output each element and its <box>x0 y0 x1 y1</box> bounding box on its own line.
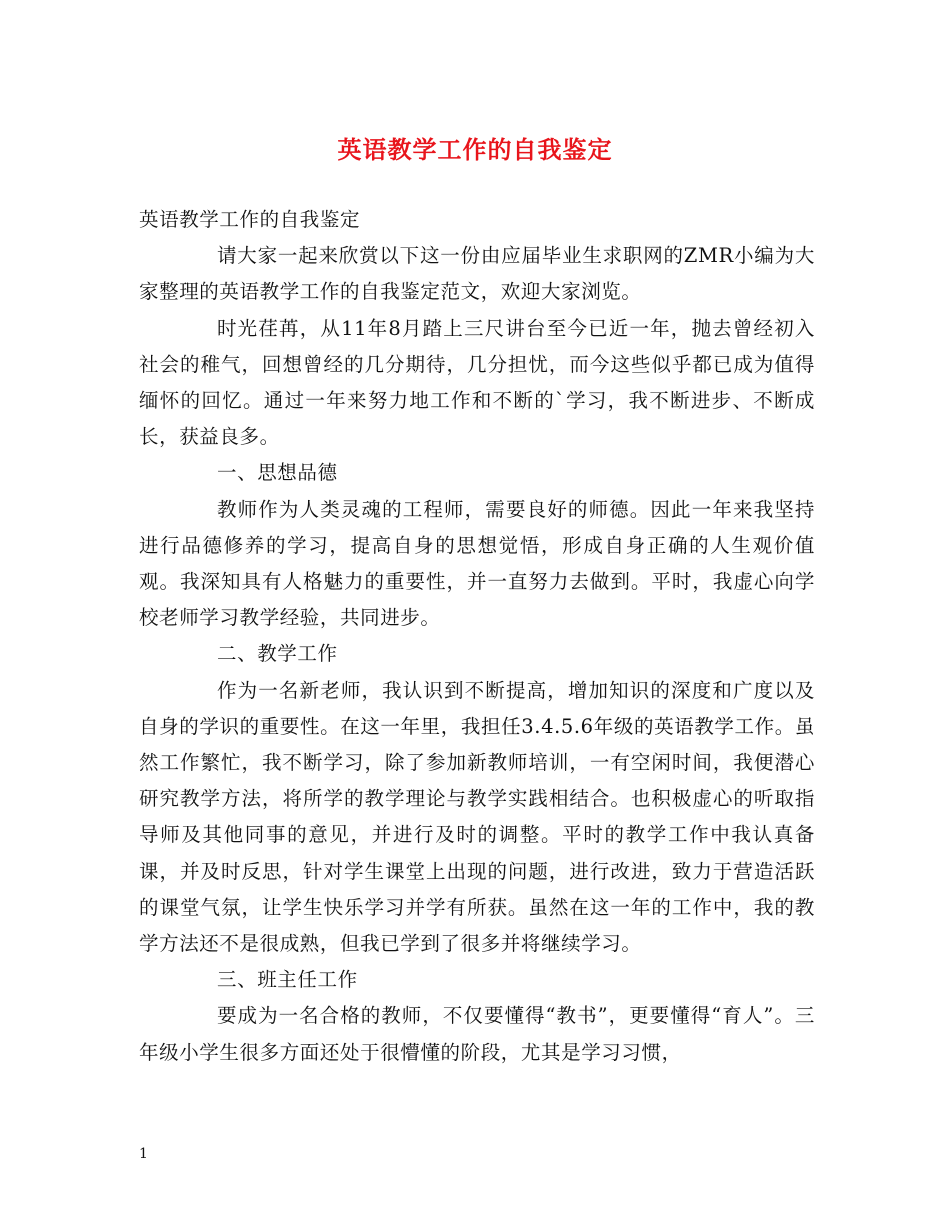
document-title: 英语教学工作的自我鉴定 <box>337 135 613 164</box>
paragraph: 请大家一起来欣赏以下这一份由应届毕业生求职网的ZMR小编为大家整理的英语教学工作的自我鉴定范文，欢迎大家浏览。 <box>139 244 815 304</box>
paragraph: 要成为一名合格的教师，不仅要懂得“教书”，更要懂得“育人”。三年级小学生很多方面还处于很懵懂的阶段，尤其是学习习惯， <box>139 1004 815 1064</box>
section-heading: 一、思想品德 <box>217 461 338 485</box>
document-body <box>139 202 815 1071</box>
paragraph: 时光荏苒，从11年8月踏上三尺讲台至今已近一年，抛去曾经初入社会的稚气，回想曾经的几分期待，几分担忧，而今这些似乎都已成为值得缅怀的回忆。通过一年来努力地工作和不断的`学习，我不断进步、不断成长，获益良多。 <box>139 316 815 449</box>
section-heading: 二、教学工作 <box>217 642 338 666</box>
paragraph: 教师作为人类灵魂的工程师，需要良好的师德。因此一年来我坚持进行品德修养的学习，提高自身的思想觉悟，形成自身正确的人生观价值观。我深知具有人格魅力的重要性，并一直努力去做到。平时，我虚心向学校老师学习教学经验，共同进步。 <box>139 497 815 630</box>
section-heading: 三、班主任工作 <box>217 968 358 992</box>
page-number: 1 <box>139 1146 148 1162</box>
paragraph: 英语教学工作的自我鉴定 <box>139 208 361 231</box>
paragraph: 作为一名新老师，我认识到不断提高，增加知识的深度和广度以及自身的学识的重要性。在这一年里，我担任3.4.5.6年级的英语教学工作。虽然工作繁忙，我不断学习，除了参加新教师培训，一有空闲时间，我便潜心研究教学方法，将所学的教学理论与教学实践相结合。也积极虚心的听取指导师及其他同事的意见，并进行及时的调整。平时的教学工作中我认真备课，并及时反思，针对学生课堂上出现的问题，进行改进，致力于营造活跃的课堂气氛，让学生快乐学习并学有所获。虽然在这一年的工作中，我的教学方法还不是很成熟，但我已学到了很多并将继续学习。 <box>139 678 815 956</box>
